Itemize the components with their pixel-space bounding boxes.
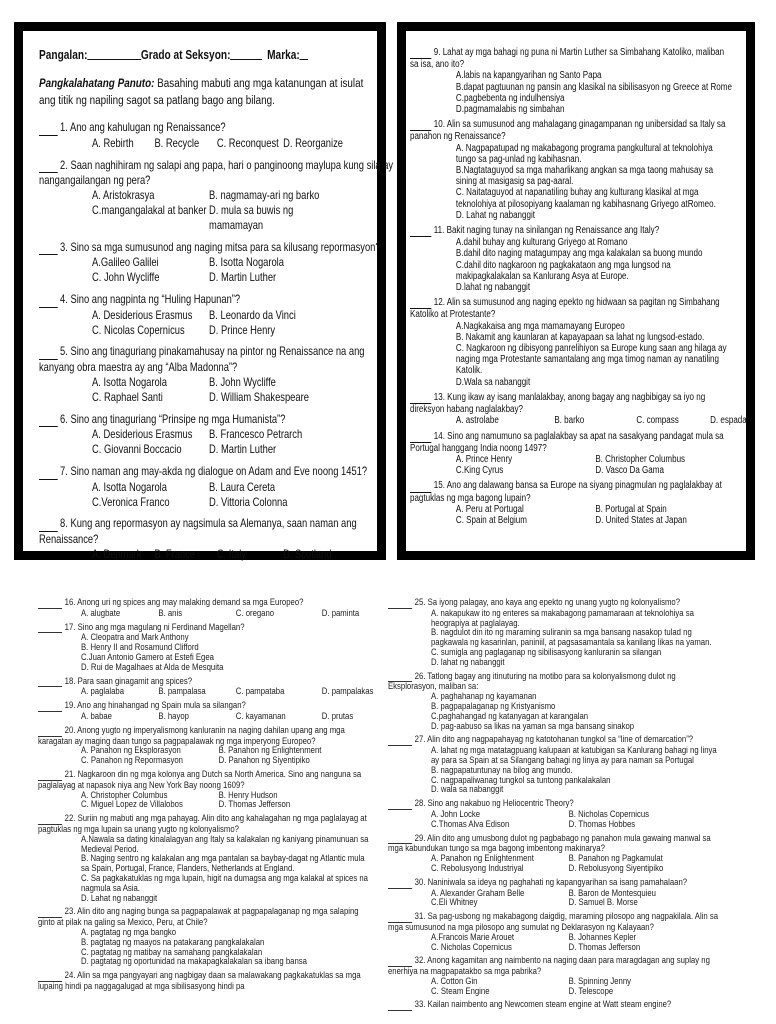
question-item [39, 344, 394, 404]
question-text: 10. Alin sa sumusunod ang mahalagang ginagampanan ng unibersidad sa Italy sa panahon ng Renaissance? [410, 119, 726, 143]
choice-option: C.pagbebenta ng indulhensiya [455, 92, 565, 104]
choice-option: B. Isotta Nogarola [209, 255, 284, 270]
choice-option: A. paghahanap ng kayamanan [431, 691, 537, 702]
choice-option: D. Reorganize [283, 135, 343, 150]
choice-option: A.Nawala sa dating kinalalagyan ang Italy sa kalakalan ng kaniyang pinamunuan sa Medieval Period. [81, 833, 369, 854]
choice-option: A. alugbate [81, 607, 121, 618]
choice-option: A. Panahon ng Eksplorasyon [81, 745, 181, 756]
choice-option: A. Rebirth [92, 135, 134, 150]
question-text: 27. Alin dito ang nagpapahayag ng katotohanan tungkol sa “line of demarcation”? [414, 734, 694, 745]
choices [388, 810, 723, 830]
question-item [38, 907, 373, 967]
question-item [39, 120, 394, 151]
choices [410, 454, 734, 476]
choice-option: C. Nicholas Copernicus [431, 941, 512, 952]
answer-blank[interactable] [39, 464, 58, 480]
choices [388, 746, 723, 795]
choice-option: A.Nagkakaisa ang mga mamamayang Europeo [455, 320, 625, 332]
choice-option: A. Panahon ng Enlightenment [431, 853, 534, 864]
choice-option: C. Italy [216, 546, 246, 561]
choice-option: D. Thomas Jefferson [218, 799, 291, 810]
choice-option: B. anis [158, 607, 183, 618]
choice-option: B. nagpapatuntunay na bilog ang mundo. [431, 764, 573, 775]
answer-blank[interactable] [410, 119, 431, 131]
question-text: 17. Sino ang mga magulang ni Ferdinand Magellan? [64, 621, 245, 632]
answer-blank[interactable] [39, 344, 58, 360]
choice-option: D. William Shakespeare [209, 389, 309, 404]
choice-option: D. Scotland [283, 546, 332, 561]
answer-blank[interactable] [388, 735, 412, 746]
choice-option: C. Naitataguyod at napanatiling buhay ang kulturang klasikal at mga teknolohiya at pilosopiyang kaalaman ng kabihasnang Griyego atRomeo. [455, 187, 716, 210]
choice-option: C. John Wycliffe [92, 270, 160, 285]
question-item [39, 292, 394, 337]
quiz-page-3 [38, 594, 378, 1024]
question-text: 18. Para saan ginagamit ang spices? [64, 675, 193, 686]
choice-option: B. Baron de Montesquieu [568, 887, 656, 898]
question-text: 12. Alin sa sumusunod ang naging epekto ng hidwaan sa pagitan ng Simbahang Katoliko at Protestante? [410, 297, 720, 321]
answer-blank[interactable] [39, 292, 58, 308]
choice-option: D. pag-aabuso sa likas na yaman sa mga bansang sinakop [431, 720, 635, 731]
answer-blank[interactable] [39, 158, 58, 174]
question-text: 8. Kung ang repormasyon ay nagsimula sa Alemanya, saan naman ang Renaissance? [39, 516, 357, 547]
choice-option: D. Panahon ng Siyentipiko [218, 755, 310, 766]
choice-option: B. Panahon ng Enlightenment [218, 745, 322, 756]
answer-blank[interactable] [39, 240, 58, 256]
question-text: 31. Sa pag-usbong ng makabagong daigdig, maraming pilosopo ang nagpakilala. Alin sa mga sumusunod na mga pilosopo ang sumulat ng Deklarasyon ng Kalayaan? [388, 911, 719, 932]
choice-option: B. barko [554, 415, 585, 427]
choice-option: A. Cleopatra and Mark Anthony [81, 632, 189, 643]
question-item [410, 480, 734, 526]
instructions-title: Pangkalahatang Panuto: [39, 78, 155, 90]
question-item [410, 225, 734, 293]
question-item [388, 956, 723, 996]
question-list-3 [38, 598, 373, 992]
answer-blank[interactable] [38, 677, 62, 688]
choice-option: B. Panahon ng Pagkamulat [568, 853, 663, 864]
choice-option: A. Desiderious Erasmus [92, 427, 193, 442]
choice-option: C. Spain at Belgium [455, 514, 527, 526]
choice-option: D. Thomas Hobbes [568, 818, 636, 829]
answer-blank[interactable] [410, 431, 431, 443]
question-text: 32. Anong kagamitan ang naimbento na naging daan para maragdagan ang suplay ng enerhiya na magpapatakbo sa mga pabrika? [388, 955, 710, 977]
choice-option: C.dahil dito nagkaroon ng pagkakataon ang mga lungsod na makipagkalakalan sa Kanlurang Asya at Europe. [455, 259, 671, 282]
question-text: 24. Alin sa mga pangyayari ang nagbigay daan sa malawakang pagkakatuklas sa mga lupaing hindi pa naggagalugad at mga sibilisasyong hindi pa [38, 970, 361, 991]
choices [39, 308, 394, 338]
choice-option: C. Sa pagkakatuklas ng mga lupain, higit na dumagsa ang mga kalakal at spices na nagmula sa Asia. [81, 872, 368, 893]
choice-option: A. Aristokrasya [92, 188, 155, 203]
answer-blank[interactable] [410, 47, 431, 59]
answer-blank[interactable] [38, 726, 62, 737]
choice-option: A. Isotta Nogarola [92, 374, 167, 389]
choices [388, 692, 723, 731]
choice-option: C.Veronica Franco [92, 494, 170, 509]
choice-option: A. Cotton Gin [431, 975, 478, 986]
quiz-page-4 [388, 594, 758, 1024]
choice-option: D. Lahat ng nabanggit [455, 209, 535, 221]
choice-option: A. babae [81, 710, 112, 721]
choice-option: D. Martin Luther [209, 270, 277, 285]
instructions-text: Basahing mabuti ang mga katanungan at isulat ang titik ng napiling sagot sa patlang bago ang bilang. [39, 78, 364, 107]
choice-option: C.Eli Whitney [431, 897, 478, 908]
choice-option: B. Christopher Columbus [595, 453, 686, 465]
choice-option: A.Galileo Galilei [92, 255, 159, 270]
choice-option: B. hayop [158, 710, 189, 721]
choices [38, 609, 373, 619]
choice-option: B. Henry II and Rosamund Clifford [81, 642, 199, 653]
question-text: 29. Alin dito ang umusbong dulot ng pagbabago ng panahon mula gawaing manwal sa mga kabundukan tungo sa mga bagong imbentong makinarya? [388, 832, 711, 854]
choice-option: C. Rebolusyong Industriyal [431, 862, 524, 873]
grade-field[interactable] [230, 47, 262, 60]
choice-option: D. paminta [321, 607, 360, 618]
choice-option: D. Thomas Jefferson [568, 941, 641, 952]
choices [410, 415, 747, 427]
question-text: 14. Sino ang namumuno sa paglalakbay sa apat na sasakyang pandagat mula sa Portugal hanggang India noong 1497? [410, 430, 724, 454]
choice-option: D. lahat ng nabanggit [431, 656, 505, 667]
question-item [410, 47, 734, 115]
question-item [39, 240, 394, 285]
choice-option: C.Juan Antonio Gamero at Estefi Egea [81, 651, 214, 662]
choice-option: B. pagpapalaganap ng Kristyanismo [431, 700, 556, 711]
name-field[interactable] [87, 47, 136, 60]
question-item [38, 770, 373, 810]
choice-option: D. Vittoria Colonna [209, 494, 288, 509]
question-text: 21. Nagkaroon din ng mga kolonya ang Dutch sa North America. Sino ang nanguna sa paglalayag at napasok niya ang New York Bay noong 1609? [38, 768, 362, 790]
choice-option: C. compass [636, 415, 679, 427]
choices [39, 136, 394, 151]
choice-option: A. Prince Henry [455, 453, 513, 465]
choices [39, 375, 394, 405]
choice-option: B. Francesco Petrarch [209, 427, 303, 442]
question-item [38, 726, 373, 766]
score-label: Marka: [267, 47, 300, 62]
choices [410, 70, 734, 115]
choice-option: C. Panahon ng Repormasyon [81, 755, 183, 766]
choice-option: C.King Cyrus [455, 465, 504, 477]
choices [388, 854, 723, 874]
question-item [388, 912, 723, 952]
question-text: 20. Anong yugto ng imperyalismong kanluranin na naging dahilan upang ang mga karagatan ay maging daan tungo sa pagpapalawak ng mga imperyong Europeo? [38, 724, 345, 746]
choice-option: C.paghahangad ng katanyagan at karangalan [431, 710, 589, 721]
choice-option: B. John Wycliffe [209, 374, 276, 389]
choice-option: D. Vasco Da Gama [595, 465, 664, 477]
choice-option: B. Johannes Kepler [568, 931, 637, 942]
question-text: 3. Sino sa mga sumusunod ang naging mitsa para sa kilusang repormasyon? [60, 239, 381, 254]
choice-option: A. Peru at Portugal [455, 503, 524, 515]
choice-option: C. Reconquest [216, 135, 279, 150]
answer-blank[interactable] [410, 225, 431, 237]
choice-option: A. Desiderious Erasmus [92, 307, 193, 322]
choice-option: B. Recycle [154, 135, 200, 150]
quiz-page-1 [14, 22, 394, 561]
choice-option: A. John Locke [431, 808, 481, 819]
question-text: 19. Ano ang hinahangad ng Spain mula sa silangan? [64, 700, 246, 711]
answer-blank[interactable] [39, 516, 58, 532]
choice-option: A. astrolabe [455, 415, 499, 427]
grade-label: Grado at Seksyon: [140, 47, 231, 62]
choice-option: A. lahat ng mga matatagpuang kalupaan at katubigan sa Kanlurang bahagi ng linya ay para sa Spain at sa Silangang bahagi ng linya ay para naman sa Portugal [431, 745, 717, 765]
question-item [388, 834, 723, 874]
choice-option: D. pagtatag ng oportunidad na makapagkalakalan sa ibang bansa [81, 956, 307, 967]
choice-option: D.Wala sa nabanggit [455, 376, 531, 388]
answer-blank[interactable] [410, 392, 431, 404]
choices [38, 791, 373, 811]
choice-option: D. Rui de Magalhaes at Alda de Mesquita [81, 661, 224, 672]
quiz-page-1-sheet [23, 31, 394, 561]
question-item [39, 464, 394, 509]
answer-blank[interactable] [388, 799, 412, 810]
choice-option: D. wala sa nabanggit [431, 784, 504, 795]
question-item [410, 119, 734, 221]
question-text: 7. Sino naman ang may-akda ng dialogue on Adam and Eve noong 1451? [60, 463, 368, 478]
header-row [39, 47, 308, 62]
choice-option: C. pagtatag ng matibay na samahang pangkalakalan [81, 946, 263, 957]
question-item [39, 158, 394, 233]
choices [410, 321, 734, 388]
choice-option: D.pagmamalabis ng simbahan [455, 104, 565, 116]
choice-option: B. France [154, 546, 196, 561]
question-text: 4. Sino ang nagpinta ng “Huling Hapunan”? [60, 291, 241, 306]
choice-option: B. Henry Hudson [218, 789, 278, 800]
choices [38, 633, 373, 672]
choice-option: B. nagdulot din ito ng maraming suliranin sa mga bansang nasakop tulad ng pagkawala ng kasarinlan, paniniil, at pagsasamantala sa kanilang likas na yaman. [431, 627, 712, 648]
question-text: 22. Suriin ng mabuti ang mga pahayag. Alin dito ang kahalagahan ng mga paglalayag at pagtuklas ng mga lupain sa unang yugto ng kolonyalismo? [38, 813, 367, 834]
choice-option: A.dahil buhay ang kulturang Griyego at Romano [455, 237, 628, 249]
choice-option: C. Giovanni Boccacio [92, 442, 182, 457]
choices [410, 504, 734, 526]
choice-option: B. pagtatag ng maayos na patakarang pangkalakalan [81, 936, 265, 947]
question-item [38, 814, 373, 903]
question-text: 13. Kung ikaw ay isang manlalakbay, anong bagay ang nagbibigay sa iyo ng direksyon habang naglalakbay? [410, 391, 706, 416]
choice-option: B. Spinning Jenny [568, 975, 632, 986]
question-item [39, 412, 394, 457]
question-text: 16. Anong uri ng spices ang may malaking demand sa mga Europeo? [64, 597, 304, 607]
choice-option: C. pampataba [235, 686, 285, 697]
choice-option: D. pampalakas [321, 686, 374, 697]
question-text: 15. Ano ang dalawang bansa sa Europe na siyang pinagmulan ng paglalakbay at pagtuklas ng mga bagong lupain? [410, 480, 722, 504]
choice-option: C. sumigla ang paglaganap ng sibilisasyong kanluranin sa silangan [431, 646, 662, 657]
choice-option: C. Miguel Lopez de Villalobos [81, 799, 183, 810]
choice-option: C. Raphael Santi [92, 389, 163, 404]
choice-option: C. oregano [235, 607, 275, 618]
choice-option: B.Nagtataguyod sa mga maharlikang angkan sa mga taong mahusay sa sining at masigasig sa pag-aaral. [455, 165, 714, 188]
choice-option: B. Nicholas Copernicus [568, 808, 650, 819]
choice-option: D. Telescope [568, 985, 614, 996]
question-text: 33. Kailan naimbento ang Newcomen steam engine at Watt steam engine? [414, 999, 672, 1010]
question-text: 28. Sino ang nakabuo ng Heliocentric Theory? [414, 798, 574, 809]
choice-option: B. Leonardo da Vinci [209, 307, 296, 322]
answer-blank[interactable] [38, 623, 62, 634]
choice-option: A. Nagpapatupad ng makabagong programa pangkultural at teknolohiya tungo sa pag-unlad ng kabihasnan. [455, 142, 713, 165]
question-text: 9. Lahat ay mga bahagi ng puna ni Martin Luther sa Simbahang Katoliko, maliban sa isa, ano ito? [410, 47, 725, 71]
choices [39, 480, 394, 510]
question-item [410, 391, 747, 427]
choice-option: A. paglalaba [81, 686, 125, 697]
choice-option: D. Samuel B. Morse [568, 897, 638, 908]
answer-blank[interactable] [38, 598, 62, 609]
question-text: 23. Alin dito ang naging bunga sa pagpapalawak at pagpapalaganap ng mga salaping ginto at pilak na galing sa Mexico, Peru, at Chile? [38, 906, 359, 928]
choices [410, 237, 734, 293]
choices [38, 835, 373, 904]
choice-option: D.lahat ng nabanggit [455, 282, 531, 294]
question-item [410, 297, 734, 388]
choice-option: D. United States at Japan [595, 514, 687, 526]
choice-option: D. Rebolusyong Siyentipiko [568, 862, 664, 873]
choice-option: C. Steam Engine [431, 985, 490, 996]
choice-option: D. Lahat ng nabanggit [81, 892, 158, 903]
choices [39, 427, 394, 457]
question-text: 30. Naniniwala sa ideya ng paghahati ng kapangyarihan sa isang pamahalaan? [414, 876, 688, 887]
answer-blank[interactable] [410, 480, 431, 492]
choice-option: D. mula sa buwis ng mamamayan [209, 202, 294, 232]
choice-option: A. Denmark [92, 546, 142, 561]
choice-option: C. kayamanan [235, 710, 286, 721]
question-item [38, 701, 373, 722]
name-label: Pangalan: [39, 47, 88, 62]
quiz-page-2 [397, 22, 755, 560]
question-item [410, 431, 734, 477]
choice-option: D. Prince Henry [209, 322, 276, 337]
choices [388, 977, 723, 997]
choice-option: C. Nagkaroon ng dibisyong panrelihiyon sa Europe kung saan ang hilaga ay naging mga Protestante samantalang ang mga timog naman ay nanatiling Katolik. [455, 343, 727, 377]
choice-option: C. Nicolas Copernicus [92, 322, 185, 337]
choices [38, 687, 373, 697]
question-text: 11. Bakit naging tunay na sinilangan ng Renaissance ang Italy? [433, 225, 660, 237]
answer-blank[interactable] [410, 297, 431, 309]
question-item [388, 598, 723, 668]
choice-option: C.mangangalakal at banker [92, 202, 207, 217]
question-item [38, 677, 373, 698]
answer-blank[interactable] [388, 878, 412, 889]
question-item [38, 971, 373, 992]
instructions [39, 76, 379, 110]
question-item [388, 799, 723, 829]
quiz-page-2-sheet [406, 31, 746, 551]
choice-option: B. Nakamit ang kaunlaran at kapayapaan sa lahat ng lungsod-estado. [455, 331, 705, 343]
choice-option: B.dahil dito naging matagumpay ang mga kalakalan sa buong mundo [455, 248, 703, 260]
question-text: 26. Tatlong bagay ang itinuturing na motibo para sa kolonyalismong dulot ng Eksplorasyon, maliban sa: [388, 670, 676, 692]
question-list-1 [39, 120, 394, 562]
question-list-4 [388, 598, 723, 1011]
answer-blank[interactable] [38, 701, 62, 712]
answer-blank[interactable] [39, 120, 58, 136]
choice-option: C. nagpapaliwanag tungkol sa tuntong pankalakalan [431, 774, 611, 785]
question-item [39, 516, 394, 561]
question-text: 5. Sino ang tinaguriang pinakamahusay na pintor ng Renaissance na ang kanyang obra maestra ay ang “Alba Madonna”? [39, 344, 365, 375]
choice-option: D. prutas [321, 710, 354, 721]
choice-option: A.Francois Marie Arouet [431, 931, 515, 942]
answer-blank[interactable] [39, 412, 58, 428]
question-item [388, 672, 723, 732]
choice-option: A. Isotta Nogarola [92, 479, 167, 494]
question-item [38, 598, 373, 619]
question-text: 25. Sa iyong palagay, ano kaya ang epekto ng unang yugto ng kolonyalismo? [414, 597, 681, 607]
choice-option: B. pampalasa [158, 686, 206, 697]
question-list-2 [410, 47, 747, 526]
choice-option: B. nagmamay-ari ng barko [209, 188, 320, 203]
choices [388, 933, 723, 953]
choice-option: B. Laura Cereta [209, 479, 276, 494]
choices [410, 143, 734, 221]
choice-option: B. Naging sentro ng kalakalan ang mga pantalan sa baybay-dagat ng Atlantic mula sa Spain, Portugal, France, Flanders, Netherlands at England. [81, 853, 365, 874]
choice-option: B. Portugal at Spain [595, 503, 667, 515]
choices [38, 928, 373, 967]
choices [39, 188, 394, 232]
question-item [38, 623, 373, 673]
question-item [388, 1000, 723, 1011]
choices [388, 609, 723, 668]
choices [39, 255, 394, 285]
choice-option: A.labis na kapangyarihan ng Santo Papa [455, 70, 602, 82]
choice-option: B.dapat pagtuunan ng pansin ang klasikal na sibilisasyon ng Greece at Rome [455, 81, 732, 93]
choices [39, 547, 394, 562]
choices [38, 712, 373, 722]
choice-option: A. nakapukaw ito ng enteres sa makabagong pamamaraan at teknolohiya sa heograpiya at paglalayag. [431, 607, 694, 628]
choice-option: A. pagtatag ng mga bangko [81, 926, 177, 937]
question-item [388, 878, 723, 908]
choice-option: D. Martin Luther [209, 442, 277, 457]
choice-option: D. espada [710, 415, 747, 427]
answer-blank[interactable] [388, 1000, 412, 1011]
choice-option: C.Thomas Alva Edison [431, 818, 510, 829]
answer-blank[interactable] [388, 598, 412, 609]
question-text: 2. Saan naghihiram ng salapi ang papa, hari o panginoong maylupa kung sila ay nangangailangan ng pera? [39, 157, 394, 188]
question-item [388, 735, 723, 795]
score-field[interactable] [300, 47, 308, 60]
question-text: 6. Sino ang tinaguriang “Prinsipe ng mga Humanista”? [60, 411, 286, 426]
choices [38, 746, 373, 766]
choices [388, 889, 723, 909]
choice-option: A. Christopher Columbus [81, 789, 168, 800]
question-text: 1. Ano ang kahulugan ng Renaissance? [60, 120, 226, 134]
choice-option: A. Alexander Graham Belle [431, 887, 525, 898]
